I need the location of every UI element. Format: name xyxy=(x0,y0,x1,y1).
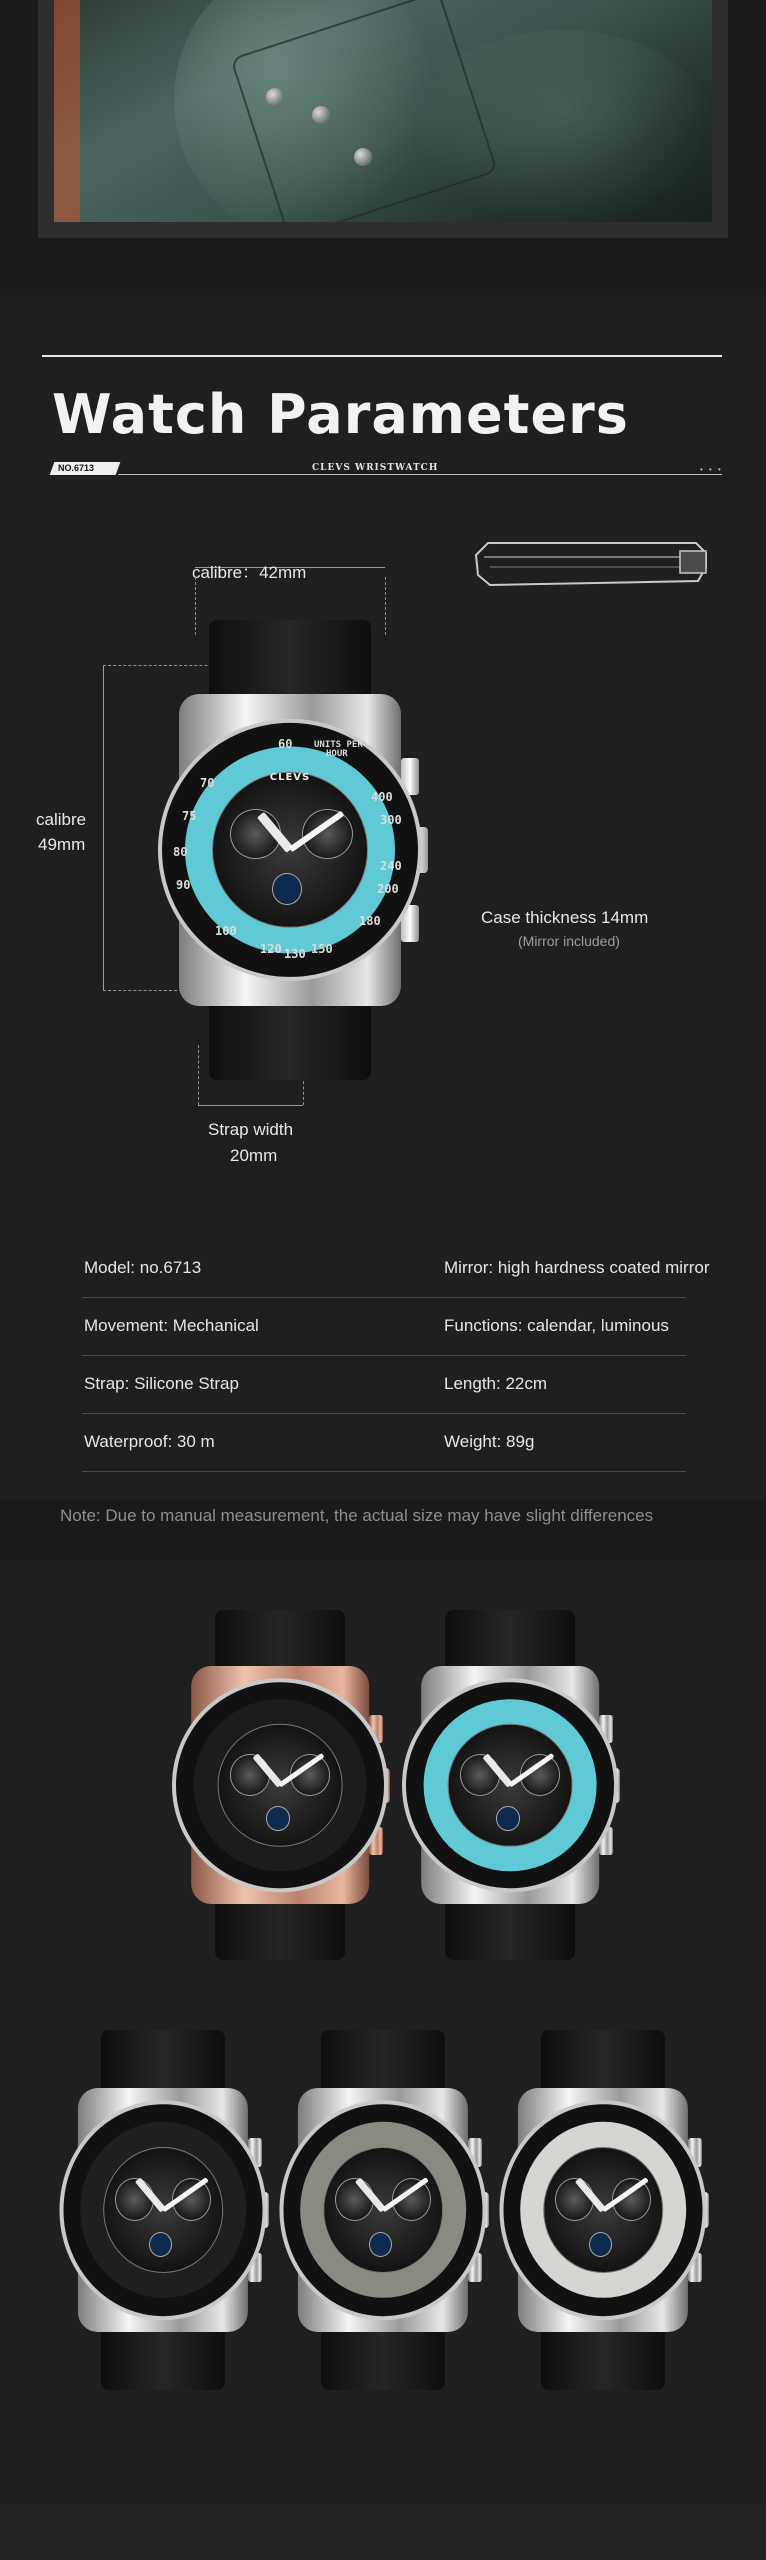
bezel-text: UNITS PER xyxy=(314,739,363,750)
spec-left: Waterproof: 30 m xyxy=(84,1432,215,1451)
bezel-number: 200 xyxy=(377,882,399,897)
variant-watch-rose-gold-black xyxy=(160,1610,400,1960)
measurement-note: Note: Due to manual measurement, the actual size may have slight differences xyxy=(60,1506,654,1525)
spec-row xyxy=(82,1356,686,1414)
strap-width-label-2: 20mm xyxy=(230,1146,278,1165)
calibre-width-label: calibre：42mm xyxy=(192,563,307,582)
top-banner xyxy=(0,0,766,295)
moonphase xyxy=(272,873,302,905)
bezel-text: HOUR xyxy=(326,748,348,759)
spec-right: Length: 22cm xyxy=(444,1374,548,1393)
calibre-height-label-1: calibre xyxy=(36,810,87,829)
bottom-band xyxy=(0,2504,766,2560)
spec-right: Mirror: high hardness coated mirror xyxy=(444,1258,710,1277)
bezel-number: 180 xyxy=(359,914,381,929)
variant-watch-silver-blue xyxy=(390,1610,630,1960)
watch-logo: CLEVS xyxy=(269,771,311,783)
variant-watch-silver-grey xyxy=(268,2030,498,2390)
variant-watch-silver-black xyxy=(48,2030,278,2390)
bezel-number: 80 xyxy=(173,845,188,860)
variant-watch-silver-white xyxy=(488,2030,718,2390)
case-profile-image xyxy=(470,537,710,593)
jacket-strip xyxy=(54,0,80,230)
spec-row xyxy=(82,1298,686,1356)
bezel-number: 70 xyxy=(200,776,215,791)
dimension-line-side xyxy=(103,665,104,990)
rivet-icon xyxy=(266,88,284,106)
jacket-photo xyxy=(38,0,728,238)
rivet-icon xyxy=(312,106,330,124)
spec-right: Functions: calendar, luminous xyxy=(444,1316,669,1335)
strap-width-label-1: Strap width xyxy=(208,1120,294,1139)
case-thickness-label: Case thickness 14mm xyxy=(481,908,649,927)
case-thickness-note: (Mirror included) xyxy=(518,933,620,949)
calibre-height-label-2: 49mm xyxy=(38,835,86,854)
dimension-line-strap xyxy=(198,1105,303,1106)
bezel-number: 100 xyxy=(215,923,237,938)
subdial xyxy=(335,2178,374,2221)
bezel-number: 300 xyxy=(380,813,402,828)
moonphase xyxy=(266,1806,290,1831)
bezel-number: 120 xyxy=(260,942,282,956)
bezel-number: 150 xyxy=(311,942,333,956)
spec-row xyxy=(82,1414,686,1472)
bezel-number: 90 xyxy=(176,877,191,892)
moonphase xyxy=(589,2232,612,2257)
dots-decoration: • • • xyxy=(700,465,723,474)
section-title: Watch Parameters xyxy=(52,383,629,446)
bezel-number: 75 xyxy=(182,808,197,823)
bezel-number: 130 xyxy=(284,946,306,961)
bezel-number: 60 xyxy=(278,737,293,752)
model-badge xyxy=(50,462,121,475)
spec-left: Strap: Silicone Strap xyxy=(84,1374,239,1393)
divider xyxy=(42,355,722,357)
spec-row xyxy=(82,1240,710,1298)
bezel-number: 240 xyxy=(380,859,402,874)
moonphase xyxy=(496,1806,520,1831)
moonphase xyxy=(369,2232,392,2257)
spec-right: Weight: 89g xyxy=(444,1432,535,1451)
spec-left: Movement: Mechanical xyxy=(84,1316,259,1335)
subdial xyxy=(115,2178,154,2221)
divider xyxy=(118,474,722,475)
subdial xyxy=(460,1754,501,1796)
subdial xyxy=(230,1754,271,1796)
model-badge-text: NO.6713 xyxy=(58,463,95,473)
bezel-number: 400 xyxy=(371,790,393,805)
moonphase xyxy=(149,2232,172,2257)
brand-line: CLEVS WRISTWATCH xyxy=(312,463,439,473)
rivet-icon xyxy=(354,148,372,166)
subdial xyxy=(555,2178,594,2221)
main-watch-image xyxy=(140,620,440,1080)
spec-left: Model: no.6713 xyxy=(84,1258,202,1277)
